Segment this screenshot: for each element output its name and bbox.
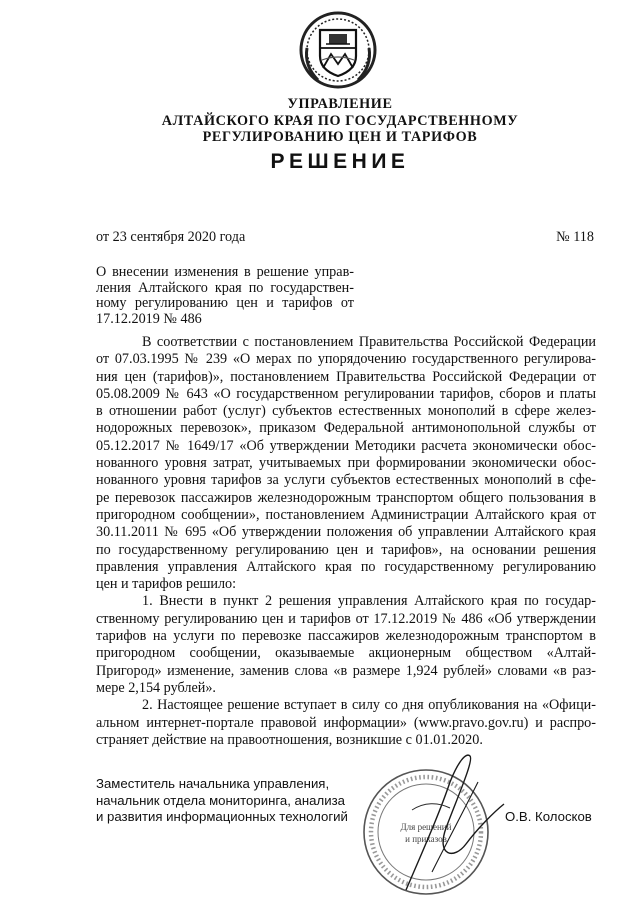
official-stamp-icon xyxy=(354,752,512,902)
signatory-title-line: Заместитель начальника управления, xyxy=(96,776,330,791)
body-line: 1. Внести в пункт 2 решения управления Алтайского края по государ- xyxy=(142,593,596,610)
signatory-title xyxy=(96,776,348,826)
body-line: альном интернет-портале правовой информации» (www.pravo.gov.ru) и распро- xyxy=(96,714,596,731)
body-line: пригородном сообщении», постановлением Администрации Алтайского края от xyxy=(96,506,596,523)
subject-line: ления Алтайского края по государствен- xyxy=(96,279,354,296)
body-line: мере 2,154 рублей». xyxy=(96,679,216,696)
body-line: от 07.03.1995 № 239 «О мерах по упорядочению государственного регулирова- xyxy=(96,351,596,368)
body-line: пригородном сообщении, оказываемые акционерным обществом «Алтай- xyxy=(96,645,596,662)
signatory-name: О.В. Колосков xyxy=(505,809,592,824)
body-line: страняет действие на правоотношения, возникшие с 01.01.2020. xyxy=(96,731,483,748)
body-line: по государственному регулированию цен и тарифов», на основании решения xyxy=(96,541,596,558)
agency-line: РЕГУЛИРОВАНИЮ ЦЕН И ТАРИФОВ xyxy=(202,129,478,145)
body-line: ре перевозок пассажиров железнодорожным транспортом общего пользования в xyxy=(96,489,596,506)
body-line: Пригород» изменение, заменив слова «в размере 1,924 рублей» словами «в раз- xyxy=(96,662,596,679)
stamp-text-line: и приказов xyxy=(405,834,447,844)
agency-name xyxy=(60,96,620,146)
body-line: тарифов на услуги по перевозке пассажиров железнодорожным транспортом в xyxy=(96,628,596,645)
signatory-title-line: начальник отдела мониторинга, анализа xyxy=(96,792,345,808)
body-line: ния цен (тарифов)», постановлением Правительства Российской Федерации от xyxy=(96,368,596,385)
subject-line: ному регулированию цен и тарифов от xyxy=(96,295,354,311)
body-line: нованного уровня затрат, учитываемых при формировании экономически обос- xyxy=(96,455,596,472)
document-date: от 23 сентября 2020 года xyxy=(96,229,246,245)
stamp-text-line: Для решений xyxy=(400,822,452,832)
coat-of-arms-icon xyxy=(296,8,380,92)
body-line: 2. Настоящее решение вступает в силу со дня опубликования на «Офици- xyxy=(142,697,596,714)
signatory-title-line: и развития информационных технологий xyxy=(96,809,348,824)
agency-line: УПРАВЛЕНИЕ xyxy=(287,96,393,112)
agency-line: АЛТАЙСКОГО КРАЯ ПО ГОСУДАРСТВЕННОМУ xyxy=(161,112,519,129)
body-line: цен и тарифов решило: xyxy=(96,576,237,593)
body-line: ственному регулированию цен и тарифов от 17.12.2019 № 486 «Об утверждении xyxy=(96,610,596,627)
document-number: № 118 xyxy=(556,229,594,245)
body-line: В соответствии с постановлением Правительства Российской Федерации xyxy=(142,334,596,350)
body-line: нодорожных перевозок», приказом Федеральной антимонопольной службы от xyxy=(96,420,596,437)
document-body xyxy=(96,334,596,749)
document-subject xyxy=(96,265,354,327)
body-line: в отношении работ (услуг) субъектов естественных монополий в сфере желез- xyxy=(96,403,596,420)
body-line: правления управления Алтайского края по государственному регулированию xyxy=(96,558,596,575)
subject-line: О внесении изменения в решение управ- xyxy=(96,264,354,280)
body-line: 30.11.2011 № 695 «Об утверждении положения об управлении Алтайского края xyxy=(96,524,596,541)
body-line: 05.12.2017 № 1649/17 «Об утверждении Методики расчета экономически обос- xyxy=(96,437,596,454)
subject-line: 17.12.2019 № 486 xyxy=(96,310,202,327)
document-type-title: РЕШЕНИЕ xyxy=(270,150,410,173)
body-line: нованного уровня тарифов за услуги субъектов естественных монополий в сфе- xyxy=(96,472,596,489)
body-line: 05.08.2009 № 643 «О государственном регулировании тарифов, сборов и платы xyxy=(96,385,596,402)
